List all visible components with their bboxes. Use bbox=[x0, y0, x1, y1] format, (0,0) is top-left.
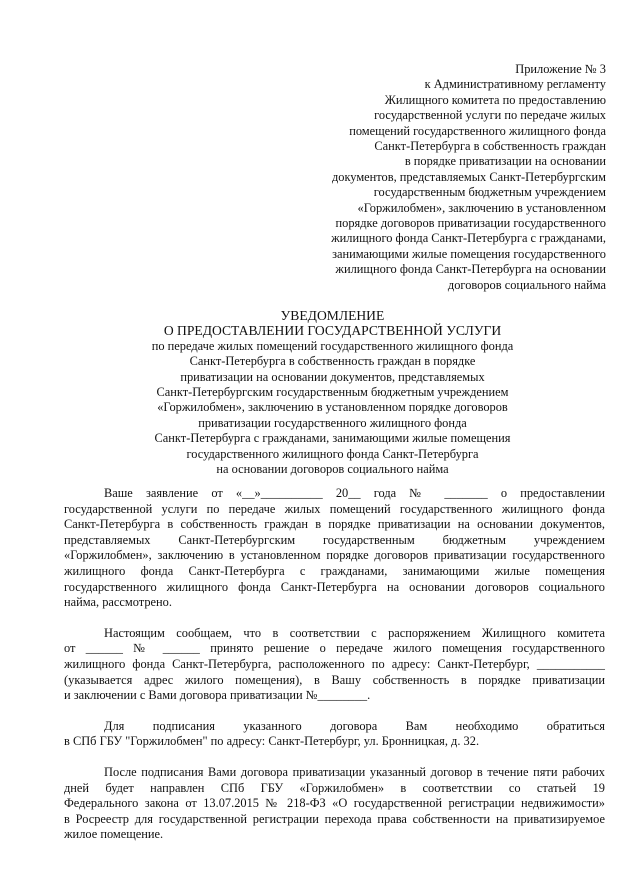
paragraph-line: Ваше заявление от «__»__________ 20__ года № _______ о предоставлении bbox=[104, 486, 605, 500]
appendix-line: к Административному регламенту bbox=[424, 77, 606, 92]
notice-title-secondary: О ПРЕДОСТАВЛЕНИИ ГОСУДАРСТВЕННОЙ УСЛУГИ bbox=[163, 323, 502, 339]
paragraph-line: жилищного фонда Санкт-Петербурга с гражданами, занимающими жилые помещения bbox=[64, 563, 605, 578]
paragraph-line: от ______ № ______ принято решение о передаче жилого помещения государственного bbox=[64, 641, 605, 656]
notice-title-block bbox=[60, 308, 605, 477]
notice-title: УВЕДОМЛЕНИЕ bbox=[280, 308, 385, 323]
paragraph-line: и заключении с Вами договора приватизации №________. bbox=[64, 688, 371, 703]
notice-subtitle-line: Санкт-Петербурга с гражданами, занимающими жилые помещения bbox=[154, 431, 511, 446]
paragraph-line: в СПб ГБУ "Горжилобмен" по адресу: Санкт-Петербург, ул. Бронницкая, д. 32. bbox=[64, 734, 480, 749]
appendix-line: в порядке приватизации на основании bbox=[404, 154, 606, 169]
notice-subtitle-line: по передаче жилых помещений государственного жилищного фонда bbox=[151, 338, 514, 353]
appendix-line: порядке договоров приватизации государственного bbox=[335, 216, 606, 231]
notice-subtitle-line: приватизации государственного жилищного фонда bbox=[198, 415, 467, 430]
paragraph-line: Санкт-Петербурга в собственность граждан в порядке приватизации на основании документов, bbox=[64, 517, 605, 532]
paragraph-line: После подписания Вами договора приватизации указанный договор в течение пяти рабочих bbox=[104, 764, 605, 779]
paragraph-line: государственной услуги по передаче жилых помещений государственного жилищного фонда bbox=[64, 501, 605, 516]
paragraph-application-reviewed bbox=[64, 486, 605, 611]
notice-subtitle-line: государственного жилищного фонда Санкт-Петербурга bbox=[186, 446, 479, 461]
paragraph-line: Для подписания указанного договора Вам необходимо обратиться bbox=[104, 718, 605, 733]
paragraph-line: (указывается адрес жилого помещения), в Вашу собственность в порядке приватизации bbox=[64, 672, 605, 687]
paragraph-line: жилищного фонда Санкт-Петербурга, расположенного по адресу: Санкт-Петербург, ___________ bbox=[64, 656, 605, 671]
paragraph-line: Федерального закона от 13.07.2015 № 218-ФЗ «О государственной регистрации недвижимости» bbox=[64, 796, 605, 811]
appendix-line: Приложение № 3 bbox=[515, 62, 606, 76]
paragraph-decision bbox=[64, 626, 605, 704]
appendix-line: жилищного фонда Санкт-Петербурга с гражданами, bbox=[331, 231, 606, 246]
paragraph-line: в Росреестр для государственной регистрации перехода права собственности на приватизируемое bbox=[64, 811, 605, 826]
paragraph-line: Настоящим сообщаем, что в соответствии с распоряжением Жилищного комитета bbox=[104, 625, 605, 640]
paragraph-line: жилое помещение. bbox=[64, 827, 164, 842]
paragraph-line: государственного жилищного фонда Санкт-Петербурга на основании договоров социального bbox=[64, 579, 605, 594]
appendix-line: государственным бюджетным учреждением bbox=[373, 185, 606, 200]
appendix-line: договоров социального найма bbox=[447, 277, 606, 292]
appendix-header bbox=[306, 62, 606, 293]
appendix-line: документов, представляемых Санкт-Петербургским bbox=[331, 169, 606, 184]
paragraph-line: дней будет направлен СПб ГБУ «Горжилобмен» в соответствии со статьей 19 bbox=[64, 780, 605, 795]
paragraph-line: «Горжилобмен», заключению в установленном порядке договоров приватизации государственного bbox=[64, 548, 605, 563]
paragraph-line: представляемых Санкт-Петербургским государственным бюджетным учреждением bbox=[64, 532, 605, 547]
paragraph-contact bbox=[64, 719, 605, 750]
appendix-line: жилищного фонда Санкт-Петербурга на основании bbox=[335, 262, 606, 277]
appendix-line: занимающими жилые помещения государственного bbox=[332, 246, 606, 261]
notice-subtitle-line: приватизации на основании документов, представляемых bbox=[180, 369, 485, 384]
notice-subtitle-line: Санкт-Петербурга в собственность граждан в порядке bbox=[189, 354, 476, 369]
appendix-line: помещений государственного жилищного фонда bbox=[349, 123, 606, 138]
appendix-line: государственной услуги по передаче жилых bbox=[374, 108, 606, 123]
notice-subtitle-line: «Горжилобмен», заключению в установленном порядке договоров bbox=[157, 400, 508, 415]
appendix-line: Санкт-Петербурга в собственность граждан bbox=[374, 139, 606, 154]
paragraph-line: найма, рассмотрено. bbox=[64, 595, 172, 610]
appendix-line: «Горжилобмен», заключению в установленном bbox=[357, 200, 606, 215]
notice-subtitle-line: на основании договоров социального найма bbox=[216, 462, 449, 477]
notice-subtitle-line: Санкт-Петербургским государственным бюджетным учреждением bbox=[156, 385, 509, 400]
paragraph-registration bbox=[64, 765, 605, 843]
notice-body bbox=[64, 486, 605, 858]
appendix-line: Жилищного комитета по предоставлению bbox=[384, 92, 606, 107]
